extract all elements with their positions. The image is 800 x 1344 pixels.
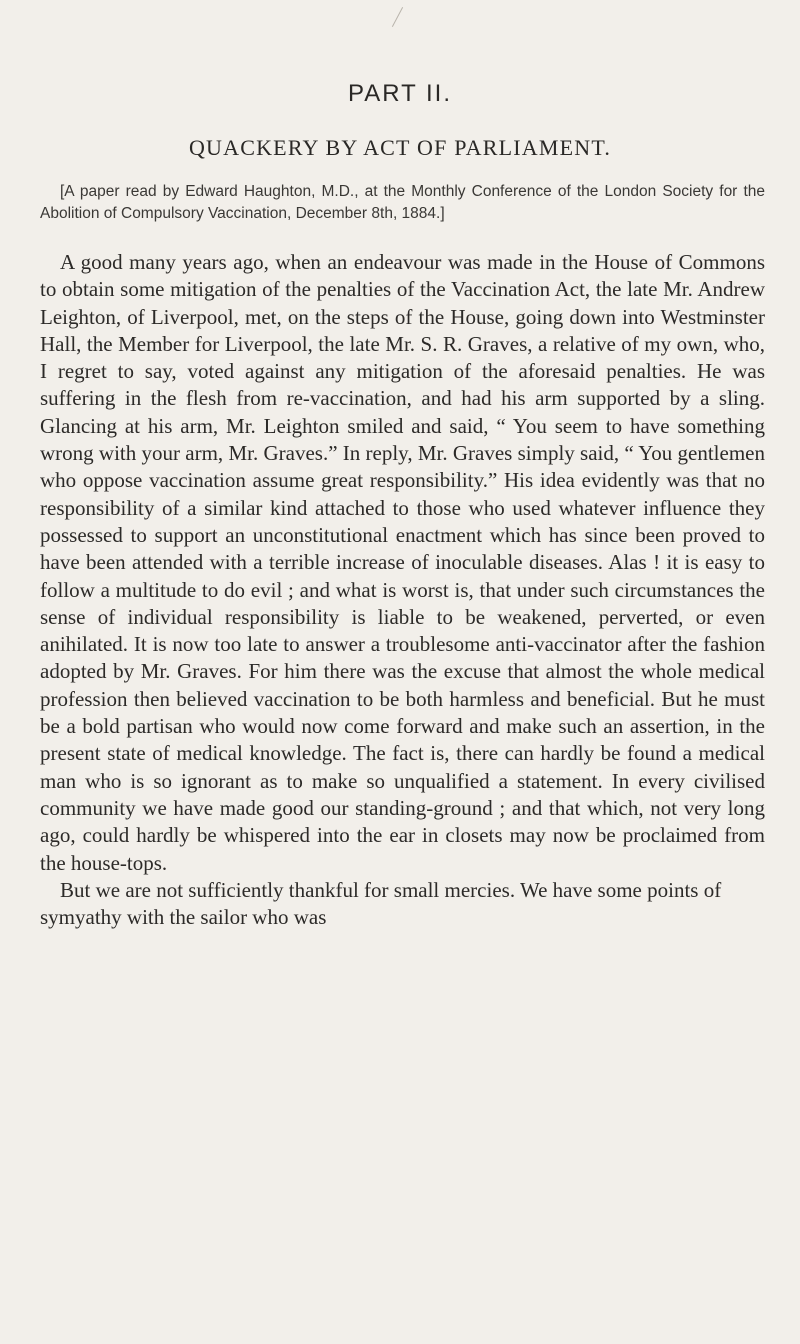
paragraph: A good many years ago, when an endeavour was made in the House of Commons to obtain some mitigation of the penalties of the Vaccination Act, the late Mr. Andrew Leighton, of Liverpool, met, on the steps of the House, going down into Westminster Hall, the Member for Liverpool, the late Mr. S. R. Graves, a relative of my own, who, I regret to say, voted against any mitigation of the aforesaid penalties. He was suffering in the flesh from re-vaccination, and had his arm supported by a sling. Glancing at his arm, Mr. Leighton smiled and said, “ You seem to have something wrong with your arm, Mr. Graves.” In reply, Mr. Graves simply said, “ You gentlemen who oppose vaccination assume great responsibility.” His idea evidently was that no responsibility of a similar kind attached to those who used whatever influence they possessed to support an unconstitutional enactment which has since been proved to have been attended with a terrible increase of inoculable diseases. Alas ! it is easy to follow a multitude to do evil ; and what is worst is, that under such circumstances the sense of individual responsibility is liable to be weakened, perverted, or even anihilated. It is now too late to answer a troublesome anti-vaccinator after the fashion adopted by Mr. Graves. For him there was the excuse that almost the whole medical profession then believed vaccination to be both harmless and beneficial. But he must be a bold partisan who would now come forward and make such an assertion, in the present state of medical knowledge. The fact is, there can hardly be found a medical man who is so ignorant as to make so unqualified a statement. In every civilised community we have made good our standing-ground ; and that which, not very long ago, could hardly be whispered into the ear in closets may now be proclaimed from the house-tops. — [40, 250, 765, 875]
paper-attribution-note: [A paper read by Edward Haughton, M.D., at the Monthly Conference of the London Society for the Abolition of Compulsory Vaccination, December 8th, 1884.] — [40, 183, 765, 222]
part-heading: PART II. — [347, 80, 453, 107]
paragraph: But we are not sufficiently thankful for small mercies. We have some points of symyathy with the sailor who was — [40, 877, 722, 930]
chapter-title: QUACKERY BY ACT OF PARLIAMENT. — [188, 135, 612, 160]
body-text — [40, 249, 765, 931]
stray-pen-mark — [392, 7, 403, 27]
